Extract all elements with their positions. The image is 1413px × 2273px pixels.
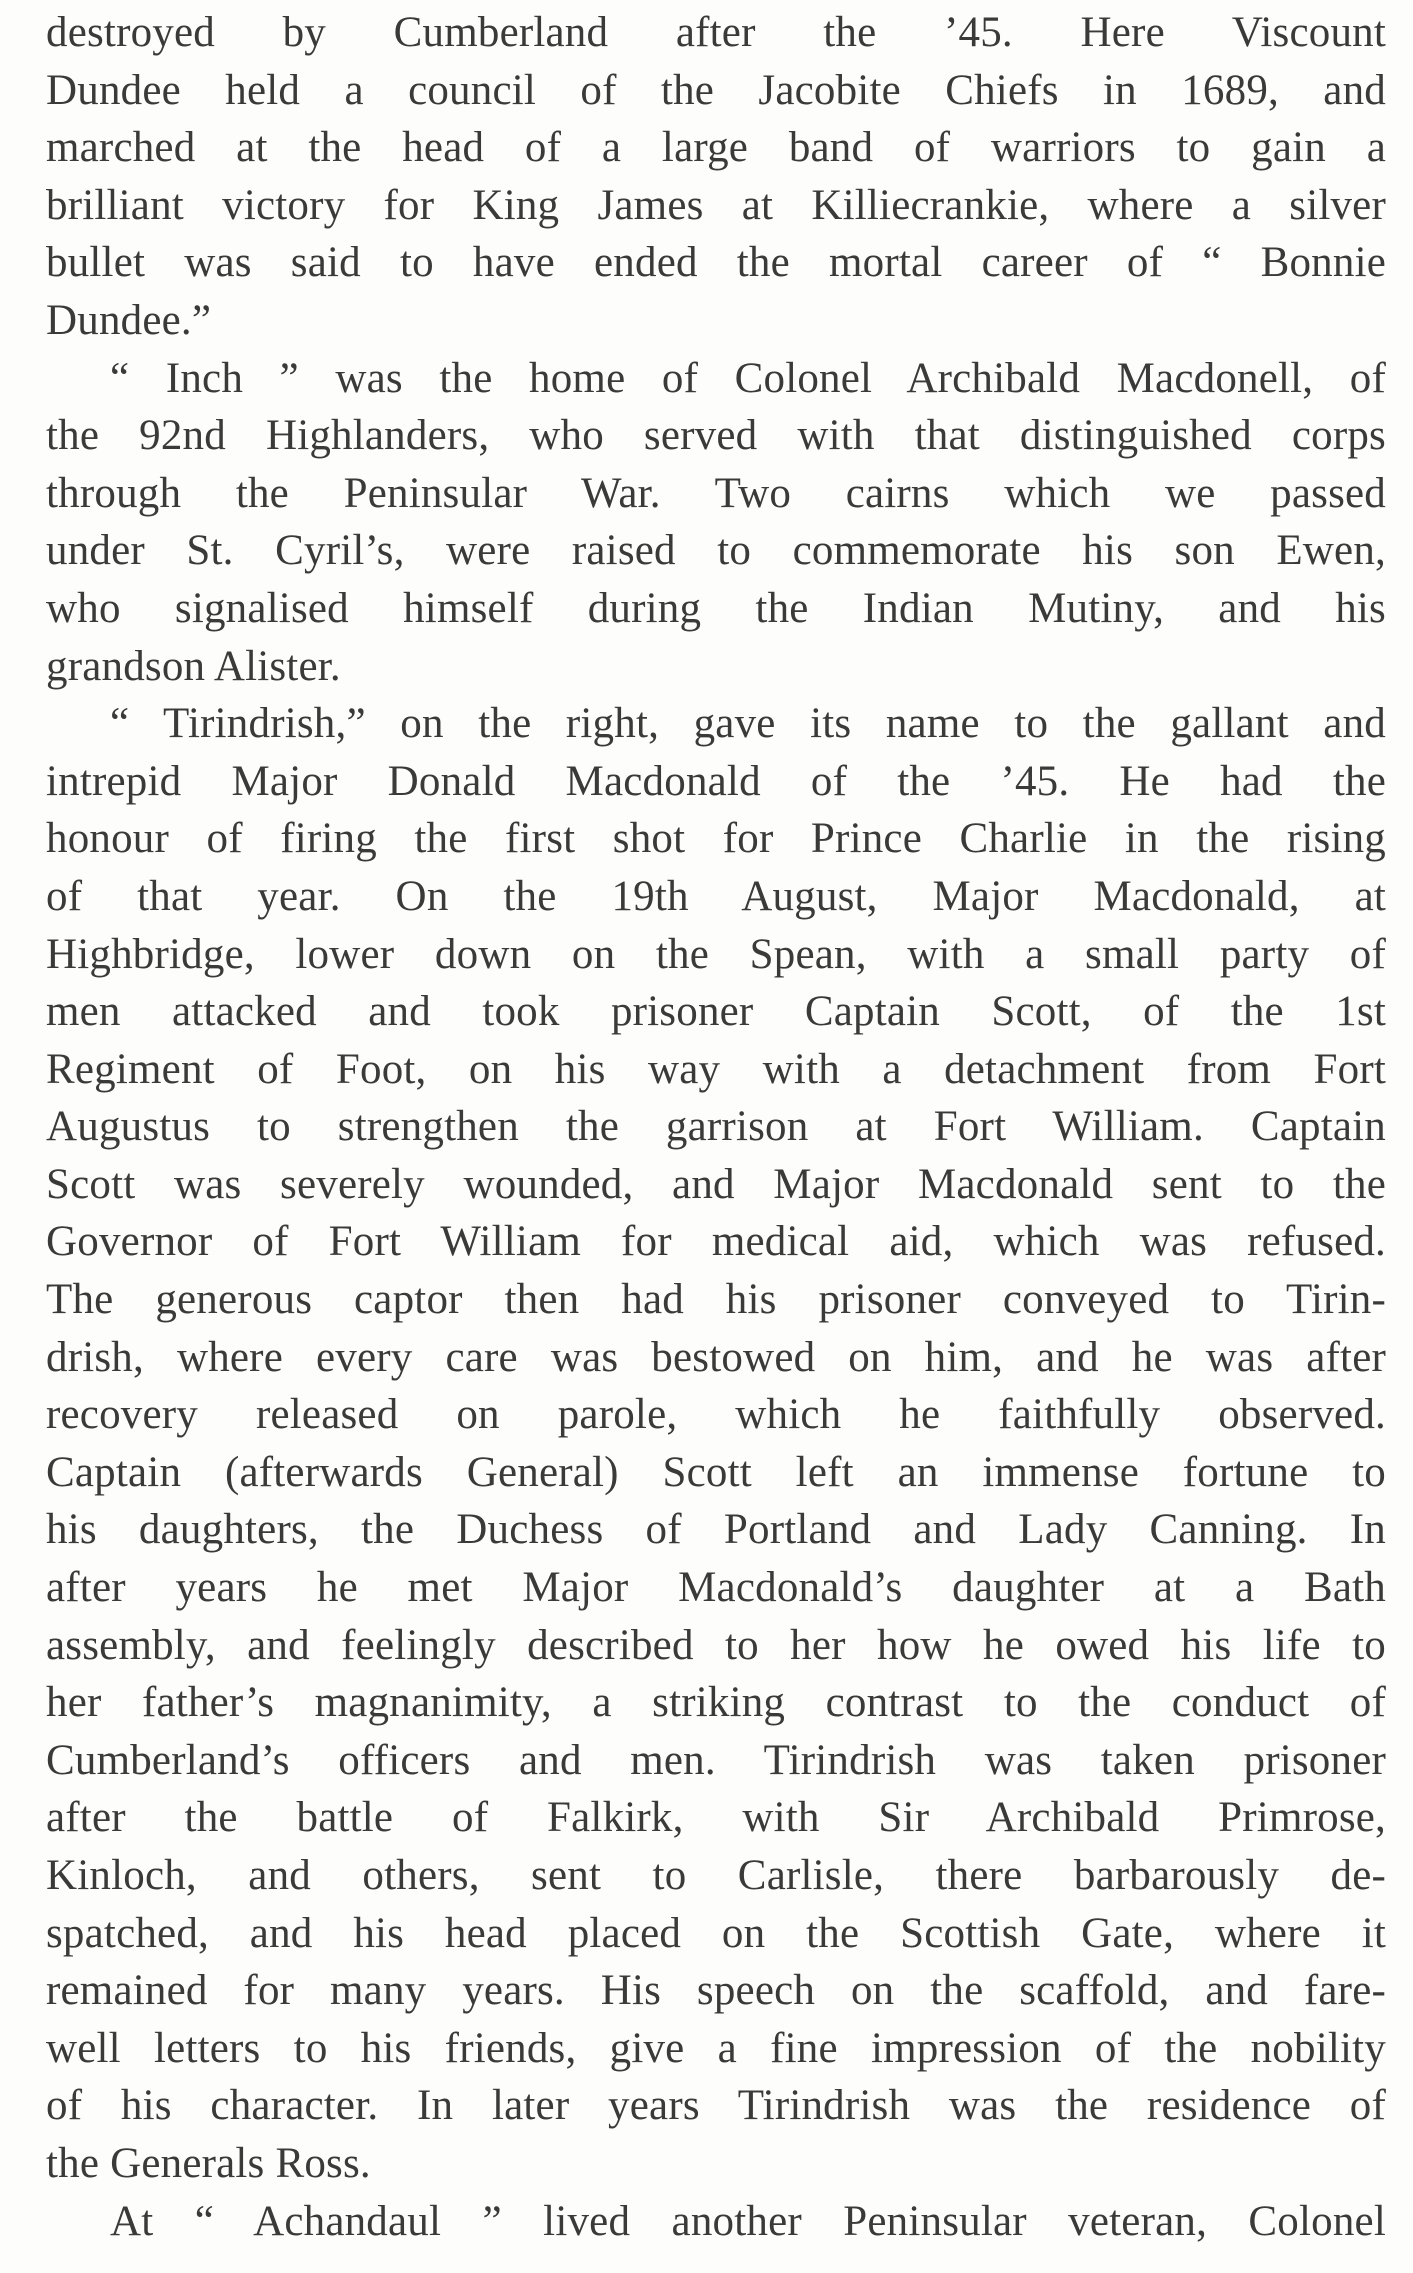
text-line: spatched, and his head placed on the Scottish Gate, where it [46,1909,1386,1957]
text-line: Captain (afterwards General) Scott left an immense fortune to [46,1448,1386,1496]
text-line: Dundee.” [46,296,212,344]
text-line: honour of firing the first shot for Prince Charlie in the rising [46,815,1386,863]
text-line: Highbridge, lower down on the Spean, with a small party of [46,930,1386,978]
text-line: Governor of Fort William for medical aid, which was refused. [46,1218,1386,1266]
body-text [46,4,1386,2250]
text-line: the Generals Ross. [46,2139,371,2187]
text-line: well letters to his friends, give a fine impression of the nobility [46,2024,1386,2072]
text-line: Regiment of Foot, on his way with a detachment from Fort [46,1045,1386,1093]
text-line: destroyed by Cumberland after the ’45. Here Viscount [46,9,1386,56]
text-line: Cumberland’s officers and men. Tirindrish was taken prisoner [46,1736,1386,1784]
text-line: her father’s magnanimity, a striking contrast to the conduct of [46,1679,1386,1727]
text-line: marched at the head of a large band of warriors to gain a [46,124,1386,172]
text-line: Kinloch, and others, sent to Carlisle, there barbarously de- [46,1852,1386,1899]
paragraph-start-line: At “ Achandaul ” lived another Peninsular veteran, Colonel [110,2197,1386,2245]
text-line: grandson Alister. [46,642,341,690]
text-line: who signalised himself during the Indian Mutiny, and his [46,584,1386,632]
text-line: assembly, and feelingly described to her how he owed his life to [46,1621,1386,1669]
text-line: after the battle of Falkirk, with Sir Archibald Primrose, [46,1794,1386,1842]
text-line: of his character. In later years Tirindrish was the residence of [46,2082,1386,2130]
text-line: brilliant victory for King James at Killiecrankie, where a silver [46,181,1386,229]
text-line: Dundee held a council of the Jacobite Chiefs in 1689, and [46,66,1386,114]
text-line: The generous captor then had his prisoner conveyed to Tirin- [46,1276,1386,1324]
text-line: drish, where every care was bestowed on him, and he was after [46,1333,1386,1381]
paragraph-start-line: “ Tirindrish,” on the right, gave its name to the gallant and [110,700,1386,748]
text-line: remained for many years. His speech on the scaffold, and fare- [46,1967,1386,2015]
text-line: through the Peninsular War. Two cairns which we passed [46,469,1386,517]
text-line: bullet was said to have ended the mortal career of “ Bonnie [46,239,1386,287]
text-line: Scott was severely wounded, and Major Macdonald sent to the [46,1160,1386,1208]
text-line: the 92nd Highlanders, who served with that distinguished corps [46,412,1386,460]
text-line: under St. Cyril’s, were raised to commemorate his son Ewen, [46,527,1386,575]
text-line: intrepid Major Donald Macdonald of the ’45. He had the [46,757,1386,805]
text-line: men attacked and took prisoner Captain Scott, of the 1st [46,988,1386,1036]
paragraph-start-line: “ Inch ” was the home of Colonel Archibald Macdonell, of [110,354,1386,402]
text-line: his daughters, the Duchess of Portland and Lady Canning. In [46,1506,1386,1554]
text-line: after years he met Major Macdonald’s daughter at a Bath [46,1564,1386,1612]
text-line: recovery released on parole, which he faithfully observed. [46,1391,1386,1439]
text-line: of that year. On the 19th August, Major Macdonald, at [46,872,1386,920]
text-line: Augustus to strengthen the garrison at Fort William. Captain [46,1103,1386,1151]
